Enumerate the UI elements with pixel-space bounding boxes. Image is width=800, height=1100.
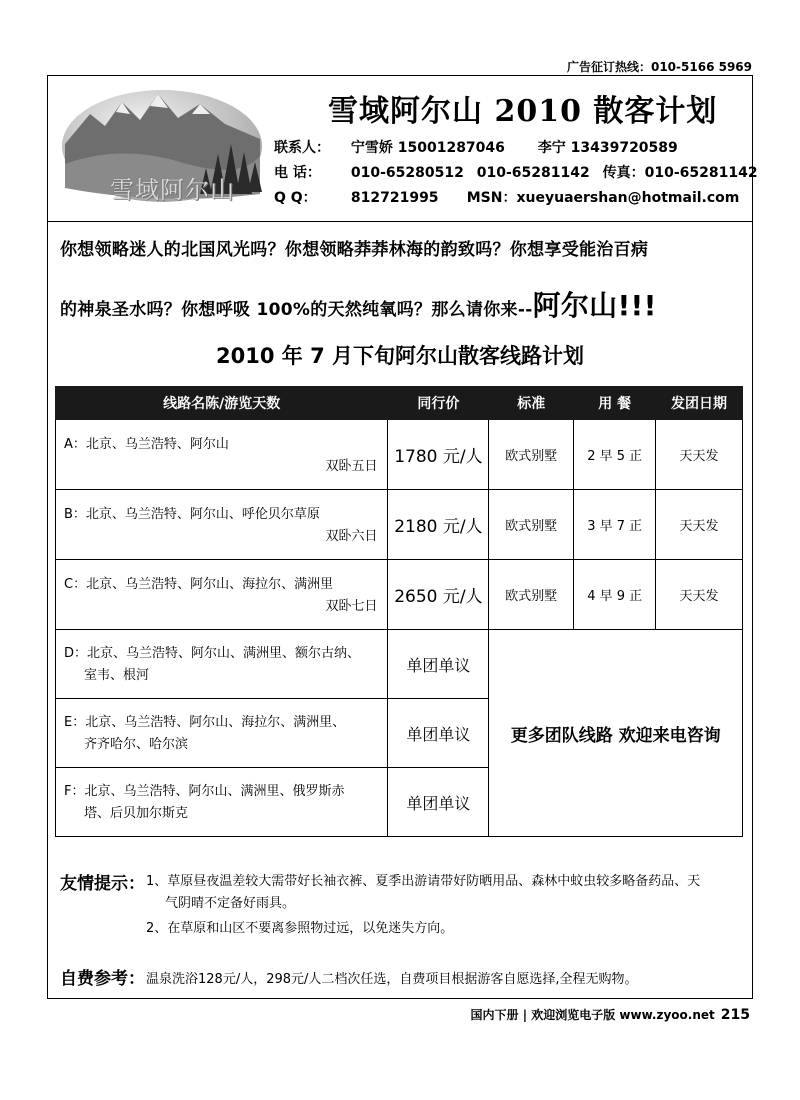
contact-person-1: 宁雪娇 15001287046 <box>350 140 505 156</box>
route-name: A：北京、乌兰浩特、阿尔山 <box>64 436 229 452</box>
extra-text: 温泉洗浴128元/人，298元/人二档次任选，自费项目根据游客自愿选择,全程无购物。 <box>146 972 638 987</box>
slogan-line-1: 你想领略迷人的北国风光吗？你想领略莽莽林海的韵致吗？你想享受能治百病 <box>60 240 649 260</box>
route-name-cont: 室韦、根河 <box>84 668 150 683</box>
date-cell: 天天发 <box>656 560 743 630</box>
slogan-line-2-text: 的神泉圣水吗？你想呼吸 100%的天然纯氧吗？那么请你来-- <box>60 300 533 320</box>
logo-text: 雪域阿尔山 <box>110 176 235 204</box>
standard-cell: 欧式别墅 <box>489 560 574 630</box>
price-cell: 1780 元/人 <box>388 420 489 490</box>
page-number: 215 <box>720 1007 750 1023</box>
route-name: D：北京、乌兰浩特、阿尔山、满洲里、额尔古纳、 <box>64 646 361 661</box>
price-cell: 单团单议 <box>388 699 489 768</box>
table-row <box>56 560 743 630</box>
route-name: C：北京、乌兰浩特、阿尔山、海拉尔、满洲里 <box>64 576 334 592</box>
date-cell: 天天发 <box>656 490 743 560</box>
tip-item-1-cont: 气阴晴不定备好雨具。 <box>165 896 296 911</box>
route-days: 双卧六日 <box>325 528 378 544</box>
slogan-line-2 <box>60 284 657 324</box>
meals-cell: 2 早 5 正 <box>574 420 656 490</box>
contact-row-phone <box>274 162 758 182</box>
standard-cell: 欧式别墅 <box>489 420 574 490</box>
footer <box>471 1006 750 1023</box>
contact-person-2: 李宁 13439720589 <box>537 140 678 156</box>
phone-label: 电 话： <box>274 165 321 181</box>
route-name-cont: 齐齐哈尔、哈尔滨 <box>84 737 189 752</box>
page-title: 雪域阿尔山 2010 散客计划 <box>328 94 718 129</box>
header-price: 同行价 <box>388 387 489 420</box>
route-cell <box>56 420 388 490</box>
route-name: E：北京、乌兰浩特、阿尔山、海拉尔、满洲里、 <box>64 715 346 730</box>
table-row <box>56 630 743 699</box>
qq-number: 812721995 <box>350 190 439 206</box>
price-cell: 2650 元/人 <box>388 560 489 630</box>
header-date: 发团日期 <box>656 387 743 420</box>
meals-cell: 3 早 7 正 <box>574 490 656 560</box>
route-days: 双卧七日 <box>325 598 378 614</box>
standard-cell: 欧式别墅 <box>489 490 574 560</box>
phone-1: 010-65280512 <box>350 165 464 181</box>
route-name-cont: 塔、后贝加尔斯克 <box>84 806 189 821</box>
route-cell <box>56 490 388 560</box>
price-cell: 单团单议 <box>388 630 489 699</box>
header-standard: 标准 <box>489 387 574 420</box>
qq-label: Q Q： <box>274 190 317 206</box>
route-days: 双卧五日 <box>325 458 378 474</box>
routes-table <box>55 386 743 837</box>
plan-title: 2010 年 7 月下旬阿尔山散客线路计划 <box>216 344 584 368</box>
table-row <box>56 420 743 490</box>
header-meals: 用 餐 <box>574 387 656 420</box>
tips-heading: 友情提示： <box>60 874 145 894</box>
slogan-highlight: 阿尔山!!! <box>532 289 657 322</box>
meals-cell: 4 早 9 正 <box>574 560 656 630</box>
contact-row-people <box>274 137 678 157</box>
more-routes-note: 更多团队线路 欢迎来电咨询 <box>489 630 743 837</box>
contact-row-online <box>274 187 739 207</box>
route-cell <box>56 630 388 699</box>
tip-item-2: 2、在草原和山区不要离参照物过远，以免迷失方向。 <box>146 921 454 936</box>
msn-address: MSN：xueyuaershan@hotmail.com <box>466 190 740 206</box>
route-name: F：北京、乌兰浩特、阿尔山、满洲里、俄罗斯赤 <box>64 784 345 799</box>
header-divider <box>47 221 753 222</box>
price-cell: 单团单议 <box>388 768 489 837</box>
price-cell: 2180 元/人 <box>388 490 489 560</box>
tip-item-1: 1、草原昼夜温差较大需带好长袖衣裤、夏季出游请带好防晒用品、森林中蚊虫较多略备药品、天 <box>146 874 701 889</box>
route-cell <box>56 699 388 768</box>
route-cell <box>56 768 388 837</box>
table-header-row <box>56 387 743 420</box>
date-cell: 天天发 <box>656 420 743 490</box>
header-route: 线路名陈/游览天数 <box>56 387 388 420</box>
footer-text: 国内下册 | 欢迎浏览电子版 www.zyoo.net <box>470 1008 715 1022</box>
contact-label: 联系人： <box>274 140 330 156</box>
extra-heading: 自费参考： <box>60 969 145 989</box>
route-cell <box>56 560 388 630</box>
fax-number: 传真：010-65281142 <box>602 165 758 181</box>
table-row <box>56 490 743 560</box>
ad-hotline: 广告征订热线：010-5166 5969 <box>566 60 752 74</box>
route-name: B：北京、乌兰浩特、阿尔山、呼伦贝尔草原 <box>64 506 320 522</box>
phone-2: 010-65281142 <box>476 165 590 181</box>
